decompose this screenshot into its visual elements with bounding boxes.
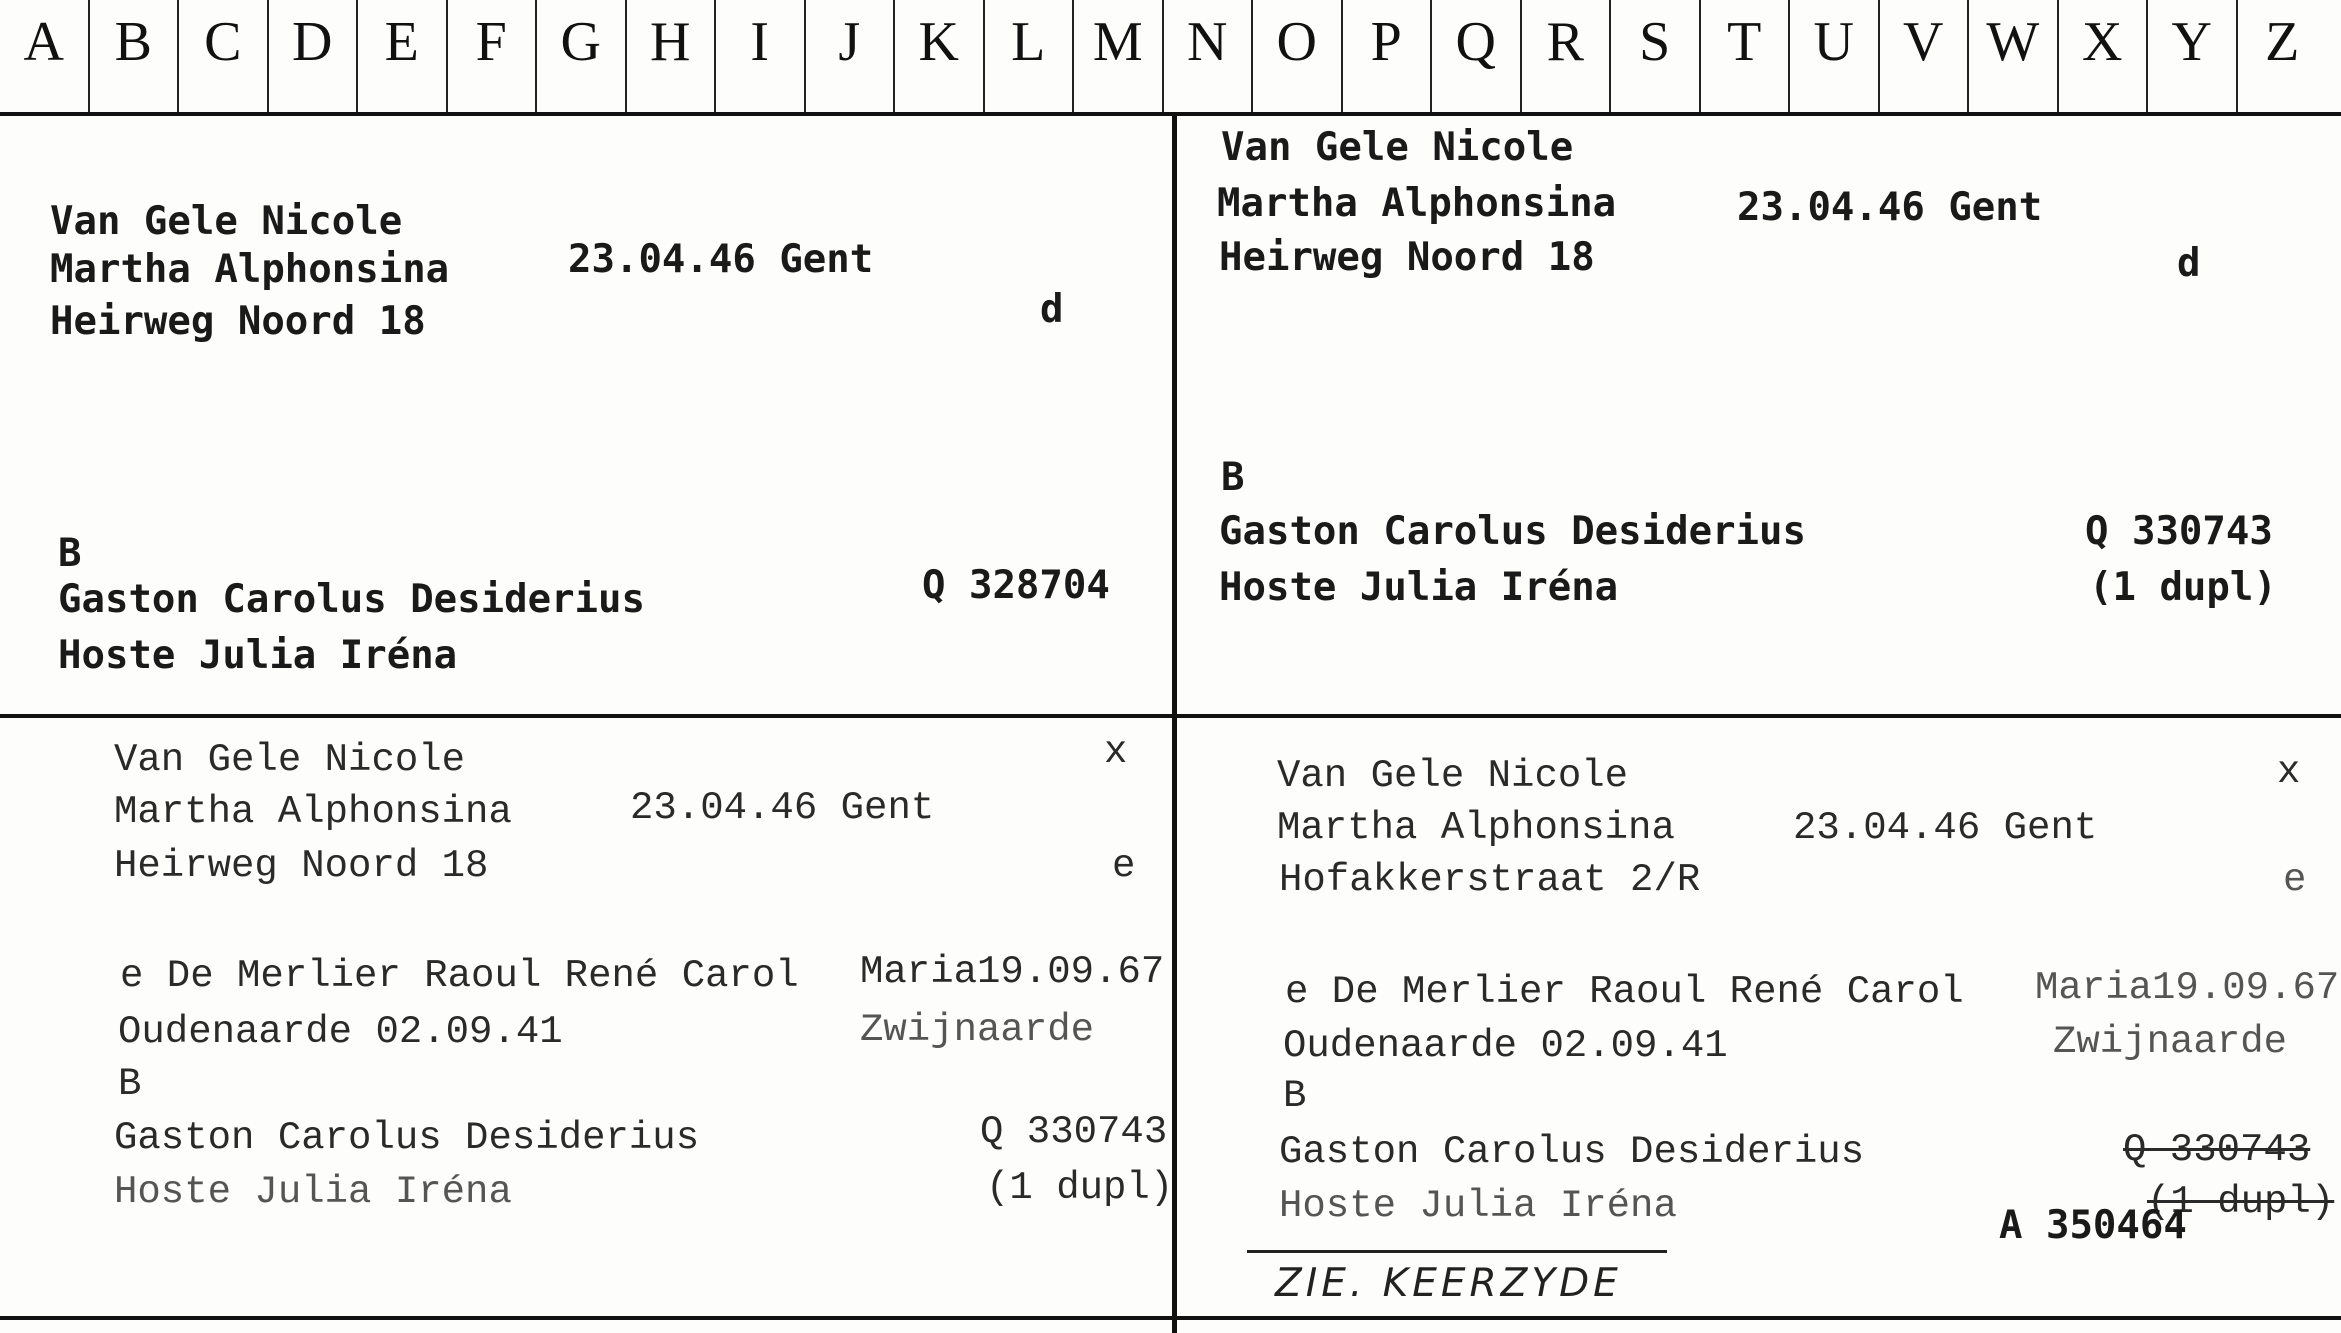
card-address: Heirweg Noord 18	[1219, 235, 1595, 280]
card-mother: Hoste Julia Iréna	[58, 633, 458, 678]
alphabet-letter: S	[1611, 0, 1701, 112]
card-mark-e: e	[2283, 858, 2307, 902]
card-mother: Hoste Julia Iréna	[1279, 1184, 1677, 1228]
card-name: Van Gele Nicole	[1221, 125, 1574, 170]
alphabet-letter: V	[1880, 0, 1970, 112]
alphabet-letter: H	[627, 0, 717, 112]
alphabet-letter: F	[448, 0, 538, 112]
card-mark-x: x	[2277, 750, 2301, 794]
alphabet-letter: Q	[1432, 0, 1522, 112]
alphabet-letter: M	[1074, 0, 1164, 112]
alphabet-letter: K	[895, 0, 985, 112]
alphabet-letter: P	[1343, 0, 1433, 112]
alphabet-letter: A	[0, 0, 90, 112]
card-mother: Hoste Julia Iréna	[114, 1170, 512, 1214]
alphabet-letter: R	[1522, 0, 1612, 112]
card-number: Q 328704	[922, 563, 1110, 608]
card-name: Van Gele Nicole	[114, 738, 466, 782]
alphabet-letter: J	[806, 0, 896, 112]
card-spouse: e De Merlier Raoul René Carol	[1285, 970, 1964, 1014]
card-name: Van Gele Nicole	[1277, 754, 1629, 798]
card-section: B	[118, 1062, 142, 1106]
card-father: Gaston Carolus Desiderius	[58, 577, 645, 622]
card-mark: d	[1040, 287, 1064, 332]
bottom-edge	[0, 1316, 2341, 1320]
alphabet-letter: O	[1253, 0, 1343, 112]
card-mother: Hoste Julia Iréna	[1219, 565, 1619, 610]
card-section: B	[1221, 455, 1245, 500]
card-duplicate-note: (1 dupl)	[986, 1166, 1174, 1210]
card-birth: 23.04.46 Gent	[1793, 806, 2098, 850]
card-father: Gaston Carolus Desiderius	[1219, 509, 1806, 554]
card-bottom-left	[0, 718, 1174, 1314]
alphabet-letter: C	[179, 0, 269, 112]
alphabet-letter: D	[269, 0, 359, 112]
card-given-names: Martha Alphonsina	[1277, 806, 1675, 850]
card-number: Q 330743	[2085, 509, 2273, 554]
card-address: Heirweg Noord 18	[50, 299, 426, 344]
card-section: B	[1283, 1074, 1307, 1118]
card-father: Gaston Carolus Desiderius	[114, 1116, 700, 1160]
card-spouse: e De Merlier Raoul René Carol	[120, 954, 799, 998]
card-new-number-stamp: A 350464	[1999, 1203, 2187, 1248]
card-number: Q 330743	[980, 1110, 1168, 1154]
card-mark-x: x	[1104, 730, 1128, 774]
alphabet-letter: L	[985, 0, 1075, 112]
card-given-names: Martha Alphonsina	[114, 790, 512, 834]
alphabet-letter: B	[90, 0, 180, 112]
handwritten-underline	[1247, 1250, 1667, 1253]
card-mark-e: e	[1112, 844, 1136, 888]
card-birth: 23.04.46 Gent	[630, 786, 935, 830]
card-section: B	[58, 531, 82, 576]
alphabet-letter: X	[2059, 0, 2149, 112]
card-spouse-birth: Oudenaarde 02.09.41	[1283, 1024, 1728, 1068]
card-given-names: Martha Alphonsina	[1217, 181, 1617, 226]
card-duplicate-note: (1 dupl)	[2089, 565, 2277, 610]
alphabet-letter: N	[1164, 0, 1254, 112]
card-old-number: Q 330743	[2123, 1128, 2311, 1172]
card-mark: d	[2177, 241, 2201, 286]
alphabet-letter: Z	[2265, 11, 2300, 73]
alphabet-letter: W	[1969, 0, 2059, 112]
card-marriage: Maria19.09.67	[860, 950, 1165, 994]
card-father: Gaston Carolus Desiderius	[1279, 1130, 1865, 1174]
handwritten-note: ZIE. KEERZYDE	[1275, 1261, 1622, 1306]
card-birth: 23.04.46 Gent	[568, 237, 874, 282]
alphabet-letter: T	[1701, 0, 1791, 112]
alphabet-letter: Y	[2148, 0, 2238, 112]
card-address: Heirweg Noord 18	[114, 844, 489, 888]
card-given-names: Martha Alphonsina	[50, 247, 450, 292]
card-birth: 23.04.46 Gent	[1737, 185, 2043, 230]
alphabet-letter: U	[1790, 0, 1880, 112]
card-address: Hofakkerstraat 2/R	[1279, 858, 1701, 902]
card-spouse-birth: Oudenaarde 02.09.41	[118, 1010, 563, 1054]
card-place: Zwijnaarde	[860, 1008, 1095, 1052]
card-place: Zwijnaarde	[2053, 1020, 2288, 1064]
card-name: Van Gele Nicole	[50, 199, 403, 244]
alphabet-index-bar	[0, 0, 2341, 116]
card-bottom-right	[1177, 718, 2341, 1314]
card-old-duplicate-note: (1 dupl)	[2147, 1180, 2335, 1224]
card-marriage: Maria19.09.67	[2035, 966, 2340, 1010]
alphabet-letter: G	[537, 0, 627, 112]
alphabet-letter: E	[358, 0, 448, 112]
card-top-left	[0, 118, 1170, 712]
card-top-right	[1177, 118, 2341, 712]
alphabet-letter: I	[716, 0, 806, 112]
